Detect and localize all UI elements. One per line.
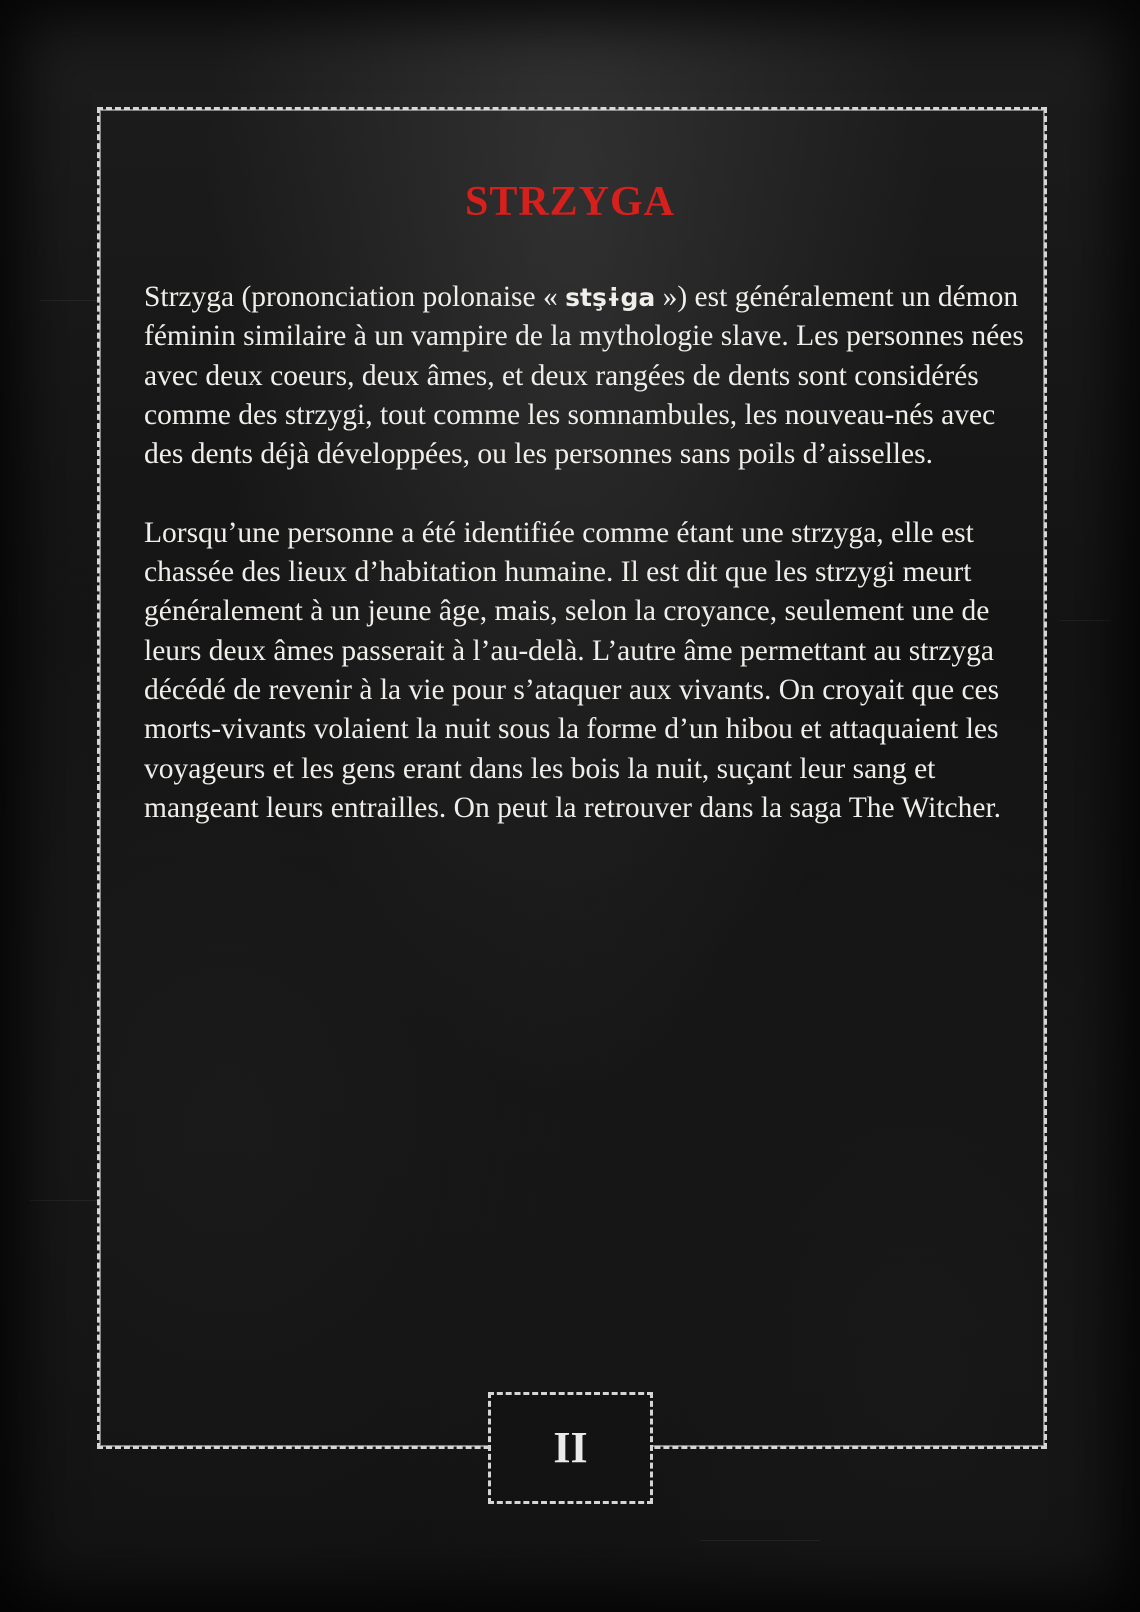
scratch-decoration [1060, 620, 1110, 621]
page-number: II [553, 1423, 588, 1472]
scratch-decoration [700, 1540, 820, 1541]
scratch-decoration [30, 1200, 100, 1201]
paragraph-1 [144, 278, 1024, 474]
page-title: STRZYGA [464, 179, 676, 225]
paragraph-1-start: Strzyga (prononciation polonaise « [144, 281, 566, 313]
scratch-decoration [40, 300, 100, 301]
paragraph-1-rest: ») est généralement un démon féminin similaire à un vampire de la mythologie slave. Les personnes nées avec deux coeurs, deux âmes, et deux rangées de dents sont considérés comme des strzygi, tout comme les somnambules, les nouveau-nés avec des dents déjà développées, ou les personnes sans poils d’aisselles. [144, 281, 1024, 471]
paragraph-2: Lorsqu’une personne a été identifiée comme étant une strzyga, elle est chassée des lieux d’habitation humaine. Il est dit que les strzygi meurt généralement à un jeune âge, mais, selon la croyance, seulement une de leurs deux âmes passerait à l’au-delà. L’autre âme permettant au strzyga décédé de revenir à la vie pour s’ataquer aux vivants. On croyait que ces morts-vivants volaient la nuit sous la forme d’un hibou et attaquaient les voyageurs et les gens erant dans les bois la nuit, suçant leur sang et mangeant leurs entrailles. On peut la retrouver dans la saga The Witcher. [144, 516, 1002, 824]
body-text [144, 278, 1024, 828]
page-number-box [488, 1392, 653, 1504]
pronunciation: stşɨga [565, 283, 656, 312]
